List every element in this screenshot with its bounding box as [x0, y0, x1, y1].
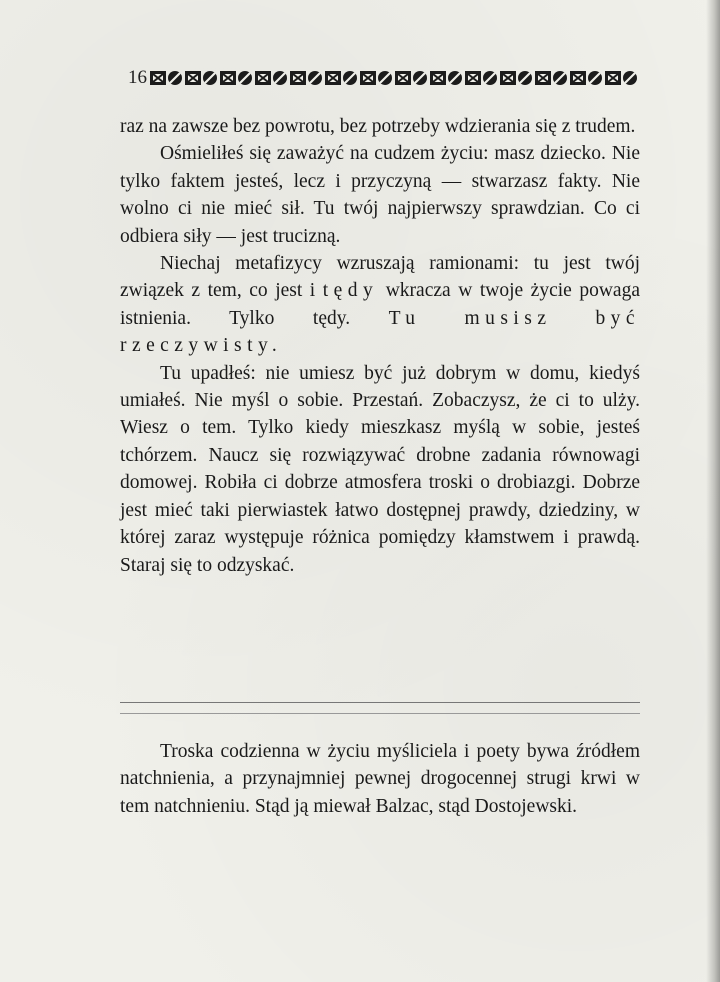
- ornament-square-motif: [185, 71, 201, 85]
- section-divider-bottom: [120, 713, 640, 714]
- ornament-oval-motif: [168, 71, 182, 85]
- ornament-oval-motif: [413, 71, 427, 85]
- ornament-oval-motif: [238, 71, 252, 85]
- paragraph-4: Tu upadłeś: nie umiesz być już dobrym w domu, kiedyś umiałeś. Nie myśl o sobie. Przestań. Zobaczysz, że ci to ulży. Wiesz o tem. Tylko kiedy mieszkasz myślą w sobie, jesteś tchórzem. Naucz się rozwiązywać drobne zadania równowagi domowej. Robiła ci dobrze atmosfera troski o drobiazgi. Dobrze jest mieć taki pierwiastek łatwo dostępnej prawdy, dziedziny, w której zaraz występuje różnica pomiędzy kłamstwem i prawdą. Staraj się to odzyskać.: [120, 362, 640, 576]
- paragraph-3-text-a: Niechaj metafizycy wzruszają ramionami: tu jest twój związek z tem, co jest i: [120, 253, 640, 302]
- paragraph-2: Ośmieliłeś się zaważyć na cudzem życiu: masz dziecko. Nie tylko faktem jesteś, lecz i przyczyną — stwarzasz fakty. Nie wolno ci nie mieć sił. Tu twój najpierwszy sprawdzian. Co ci odbiera siły — jest trucizną.: [120, 143, 640, 247]
- ornament-square-motif: [290, 71, 306, 85]
- ornament-square-motif: [325, 71, 341, 85]
- ornament-oval-motif: [378, 71, 392, 85]
- ornament-oval-motif: [623, 71, 637, 85]
- page-edge-shadow: [706, 0, 720, 982]
- ornament-square-motif: [220, 71, 236, 85]
- ornament-oval-motif: [203, 71, 217, 85]
- footnote-text: Troska codzienna w życiu myśliciela i poety bywa źródłem natchnienia, a przynajmniej pewnej drogocennej strugi krwi w tem natchnieniu. Stąd ją miewał Balzac, stąd Dostojewski.: [120, 741, 640, 817]
- page-header: [128, 66, 640, 90]
- ornament-oval-motif: [518, 71, 532, 85]
- ornament-square-motif: [500, 71, 516, 85]
- main-text: [120, 113, 640, 579]
- footnote: [120, 738, 640, 820]
- section-divider-top: [120, 702, 640, 703]
- ornament-square-motif: [360, 71, 376, 85]
- ornament-oval-motif: [308, 71, 322, 85]
- ornament-oval-motif: [273, 71, 287, 85]
- paragraph-3-emphasis-a: tędy: [322, 280, 379, 302]
- ornament-square-motif: [535, 71, 551, 85]
- ornament-square-motif: [255, 71, 271, 85]
- ornament-square-motif: [430, 71, 446, 85]
- paragraph-3-emphasis-b: Tu musisz być rzeczywisty.: [120, 307, 640, 357]
- ornament-oval-motif: [483, 71, 497, 85]
- ornament-oval-motif: [343, 71, 357, 85]
- ornament-oval-motif: [588, 71, 602, 85]
- page-number: 16: [128, 67, 147, 88]
- paragraph-3-text-b: wkracza w twoje życie powaga istnienia. Tylko tędy.: [120, 280, 640, 329]
- paragraph-1: raz na zawsze bez powrotu, bez potrzeby wdzierania się z trudem.: [120, 116, 636, 137]
- ornament-oval-motif: [448, 71, 462, 85]
- ornament-square-motif: [150, 71, 166, 85]
- ornament-square-motif: [570, 71, 586, 85]
- ornament-square-motif: [465, 71, 481, 85]
- ornament-oval-motif: [553, 71, 567, 85]
- diamond-chain-ornament-icon: [149, 69, 640, 87]
- paragraph-3: [120, 250, 640, 360]
- ornament-square-motif: [395, 71, 411, 85]
- ornament-square-motif: [605, 71, 621, 85]
